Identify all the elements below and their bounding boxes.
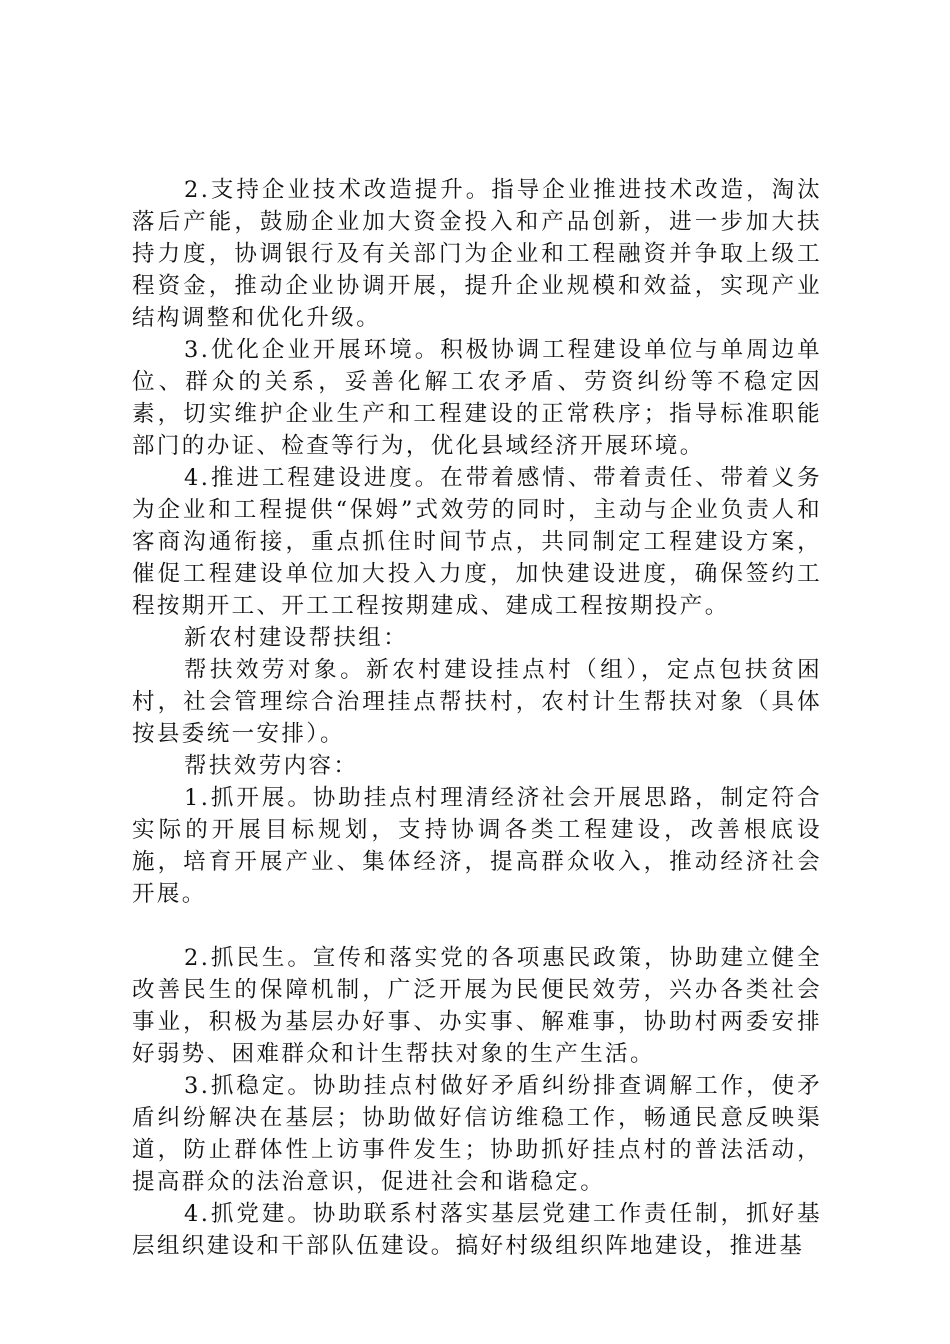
section-heading-rural-support-group: 新农村建设帮扶组： xyxy=(184,625,409,651)
paragraph-development: 1.抓开展。协助挂点村理清经济社会开展思路，制定符合实际的开展目标规划，支持协调各类工程建设，改善根底设施，培育开展产业、集体经济，提高群众收入，推动经济社会开展。 xyxy=(132,785,822,907)
blank-line xyxy=(132,910,822,942)
section-heading-service-content: 帮扶效劳内容： xyxy=(184,753,359,779)
paragraph-tech-upgrade: 2.支持企业技术改造提升。指导企业推进技术改造，淘汰落后产能，鼓励企业加大资金投入和产品创新，进一步加大扶持力度，协调银行及有关部门为企业和工程融资并争取上级工程资金，推动企业协调开展，提升企业规模和效益，实现产业结构调整和优化升级。 xyxy=(132,177,822,331)
paragraph-party-building: 4.抓党建。协助联系村落实基层党建工作责任制，抓好基层组织建设和干部队伍建设。搞好村级组织阵地建设，推进基 xyxy=(132,1201,822,1259)
paragraph-stability: 3.抓稳定。协助挂点村做好矛盾纠纷排查调解工作，使矛盾纠纷解决在基层；协助做好信访维稳工作，畅通民意反映渠道，防止群体性上访事件发生；协助抓好挂点村的普法活动，提高群众的法治意识，促进社会和谐稳定。 xyxy=(132,1073,822,1195)
paragraph-business-environment: 3.优化企业开展环境。积极协调工程建设单位与单周边单位、群众的关系，妥善化解工农矛盾、劳资纠纷等不稳定因素，切实维护企业生产和工程建设的正常秩序；指导标准职能部门的办证、检查等行为，优化县域经济开展环境。 xyxy=(132,337,822,459)
document-body xyxy=(132,174,822,1262)
paragraph-livelihood: 2.抓民生。宣传和落实党的各项惠民政策，协助建立健全改善民生的保障机制，广泛开展为民便民效劳，兴办各类社会事业，积极为基层办好事、办实事、解难事，协助村两委安排好弱势、困难群众和计生帮扶对象的生产生活。 xyxy=(132,945,822,1067)
paragraph-service-targets: 帮扶效劳对象。新农村建设挂点村（组），定点包扶贫困村，社会管理综合治理挂点帮扶村，农村计生帮扶对象（具体按县委统一安排）。 xyxy=(132,657,822,747)
paragraph-project-progress: 4.推进工程建设进度。在带着感情、带着责任、带着义务为企业和工程提供“保姆”式效劳的同时，主动与企业负责人和客商沟通衔接，重点抓住时间节点，共同制定工程建设方案，催促工程建设单位加大投入力度，加快建设进度，确保签约工程按期开工、开工工程按期建成、建成工程按期投产。 xyxy=(132,465,822,619)
